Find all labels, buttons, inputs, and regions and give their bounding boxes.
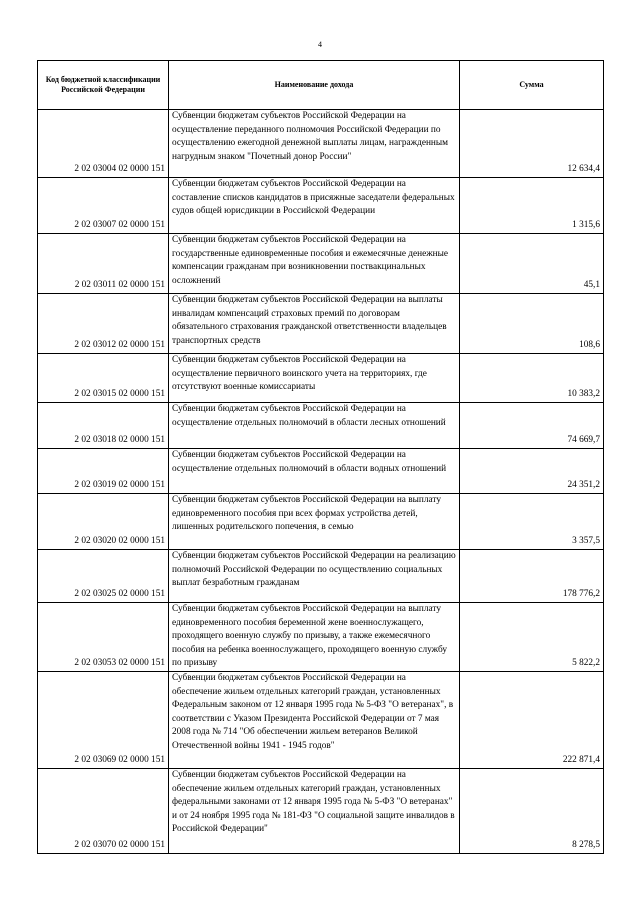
row-code: 2 02 03053 02 0000 151 <box>38 603 169 672</box>
row-code: 2 02 03019 02 0000 151 <box>38 449 169 494</box>
column-header-amount: Сумма <box>460 61 604 110</box>
table-header-row <box>38 61 604 110</box>
row-name: Субвенции бюджетам субъектов Российской Федерации на государственные единовременные пособия и ежемесячные денежные компенсации гражданам при возникновении поствакцинальных осложнений <box>169 234 460 294</box>
table-row <box>38 449 604 494</box>
row-amount: 10 383,2 <box>460 354 604 403</box>
table-row <box>38 768 604 853</box>
row-name: Субвенции бюджетам субъектов Российской Федерации на выплату единовременного пособия беременной жене военнослужащего, проходящего военную службу по призыву, а также ежемесячного пособия на ребенка военнослужащего, проходящего военную службу по призыву <box>169 603 460 672</box>
row-code: 2 02 03004 02 0000 151 <box>38 110 169 178</box>
row-name: Субвенции бюджетам субъектов Российской Федерации на осуществление переданного полномочия Российской Федерации по осуществлению ежегодной денежной выплаты лицам, награжденным нагрудным знаком "Почетный донор России" <box>169 110 460 178</box>
row-amount: 24 351,2 <box>460 449 604 494</box>
table-row <box>38 354 604 403</box>
row-name: Субвенции бюджетам субъектов Российской Федерации на осуществление отдельных полномочий в области лесных отношений <box>169 403 460 449</box>
table-row <box>38 494 604 550</box>
row-amount: 178 776,2 <box>460 550 604 603</box>
row-amount: 8 278,5 <box>460 768 604 853</box>
row-amount: 1 315,6 <box>460 178 604 234</box>
table-row <box>38 234 604 294</box>
row-amount: 12 634,4 <box>460 110 604 178</box>
column-header-name: Наименование дохода <box>169 61 460 110</box>
table-row <box>38 550 604 603</box>
row-code: 2 02 03070 02 0000 151 <box>38 768 169 853</box>
table-row <box>38 671 604 768</box>
row-name: Субвенции бюджетам субъектов Российской Федерации на выплату единовременного пособия при всех формах устройства детей, лишенных родительского попечения, в семью <box>169 494 460 550</box>
row-name: Субвенции бюджетам субъектов Российской Федерации на реализацию полномочий Российской Федерации по осуществлению социальных выплат безработным гражданам <box>169 550 460 603</box>
page-number: 4 <box>318 40 322 49</box>
row-code: 2 02 03012 02 0000 151 <box>38 294 169 354</box>
revenue-table <box>37 60 604 854</box>
row-name: Субвенции бюджетам субъектов Российской Федерации на обеспечение жильем отдельных категорий граждан, установленных Федеральным законом от 12 января 1995 года № 5-ФЗ "О ветеранах", в соответствии с Указом Президента Российской Федерации от 7 мая 2008 года № 714 "Об обеспечении жильем ветеранов Великой Отечественной войны 1941 - 1945 годов" <box>169 671 460 768</box>
row-code: 2 02 03020 02 0000 151 <box>38 494 169 550</box>
row-name: Субвенции бюджетам субъектов Российской Федерации на выплаты инвалидам компенсаций страховых премий по договорам обязательного страхования гражданской ответственности владельцев транспортных средств <box>169 294 460 354</box>
row-code: 2 02 03018 02 0000 151 <box>38 403 169 449</box>
row-name: Субвенции бюджетам субъектов Российской Федерации на составление списков кандидатов в присяжные заседатели федеральных судов общей юрисдикции в Российской Федерации <box>169 178 460 234</box>
row-name: Субвенции бюджетам субъектов Российской Федерации на осуществление отдельных полномочий в области водных отношений <box>169 449 460 494</box>
row-code: 2 02 03069 02 0000 151 <box>38 671 169 768</box>
row-amount: 45,1 <box>460 234 604 294</box>
row-name: Субвенции бюджетам субъектов Российской Федерации на обеспечение жильем отдельных категорий граждан, установленных федеральными законами от 12 января 1995 года № 5-ФЗ "О ветеранах" и от 24 ноября 1995 года № 181-ФЗ "О социальной защите инвалидов в Российской Федерации" <box>169 768 460 853</box>
table-row <box>38 403 604 449</box>
table-row <box>38 110 604 178</box>
row-code: 2 02 03025 02 0000 151 <box>38 550 169 603</box>
row-name: Субвенции бюджетам субъектов Российской Федерации на осуществление первичного воинского учета на территориях, где отсутствуют военные комиссариаты <box>169 354 460 403</box>
table-row <box>38 178 604 234</box>
row-code: 2 02 03011 02 0000 151 <box>38 234 169 294</box>
row-amount: 74 669,7 <box>460 403 604 449</box>
table-row <box>38 603 604 672</box>
row-code: 2 02 03015 02 0000 151 <box>38 354 169 403</box>
row-amount: 108,6 <box>460 294 604 354</box>
row-code: 2 02 03007 02 0000 151 <box>38 178 169 234</box>
table-row <box>38 294 604 354</box>
column-header-code: Код бюджетной классификации Российской Федерации <box>38 61 169 110</box>
row-amount: 5 822,2 <box>460 603 604 672</box>
row-amount: 3 357,5 <box>460 494 604 550</box>
row-amount: 222 871,4 <box>460 671 604 768</box>
